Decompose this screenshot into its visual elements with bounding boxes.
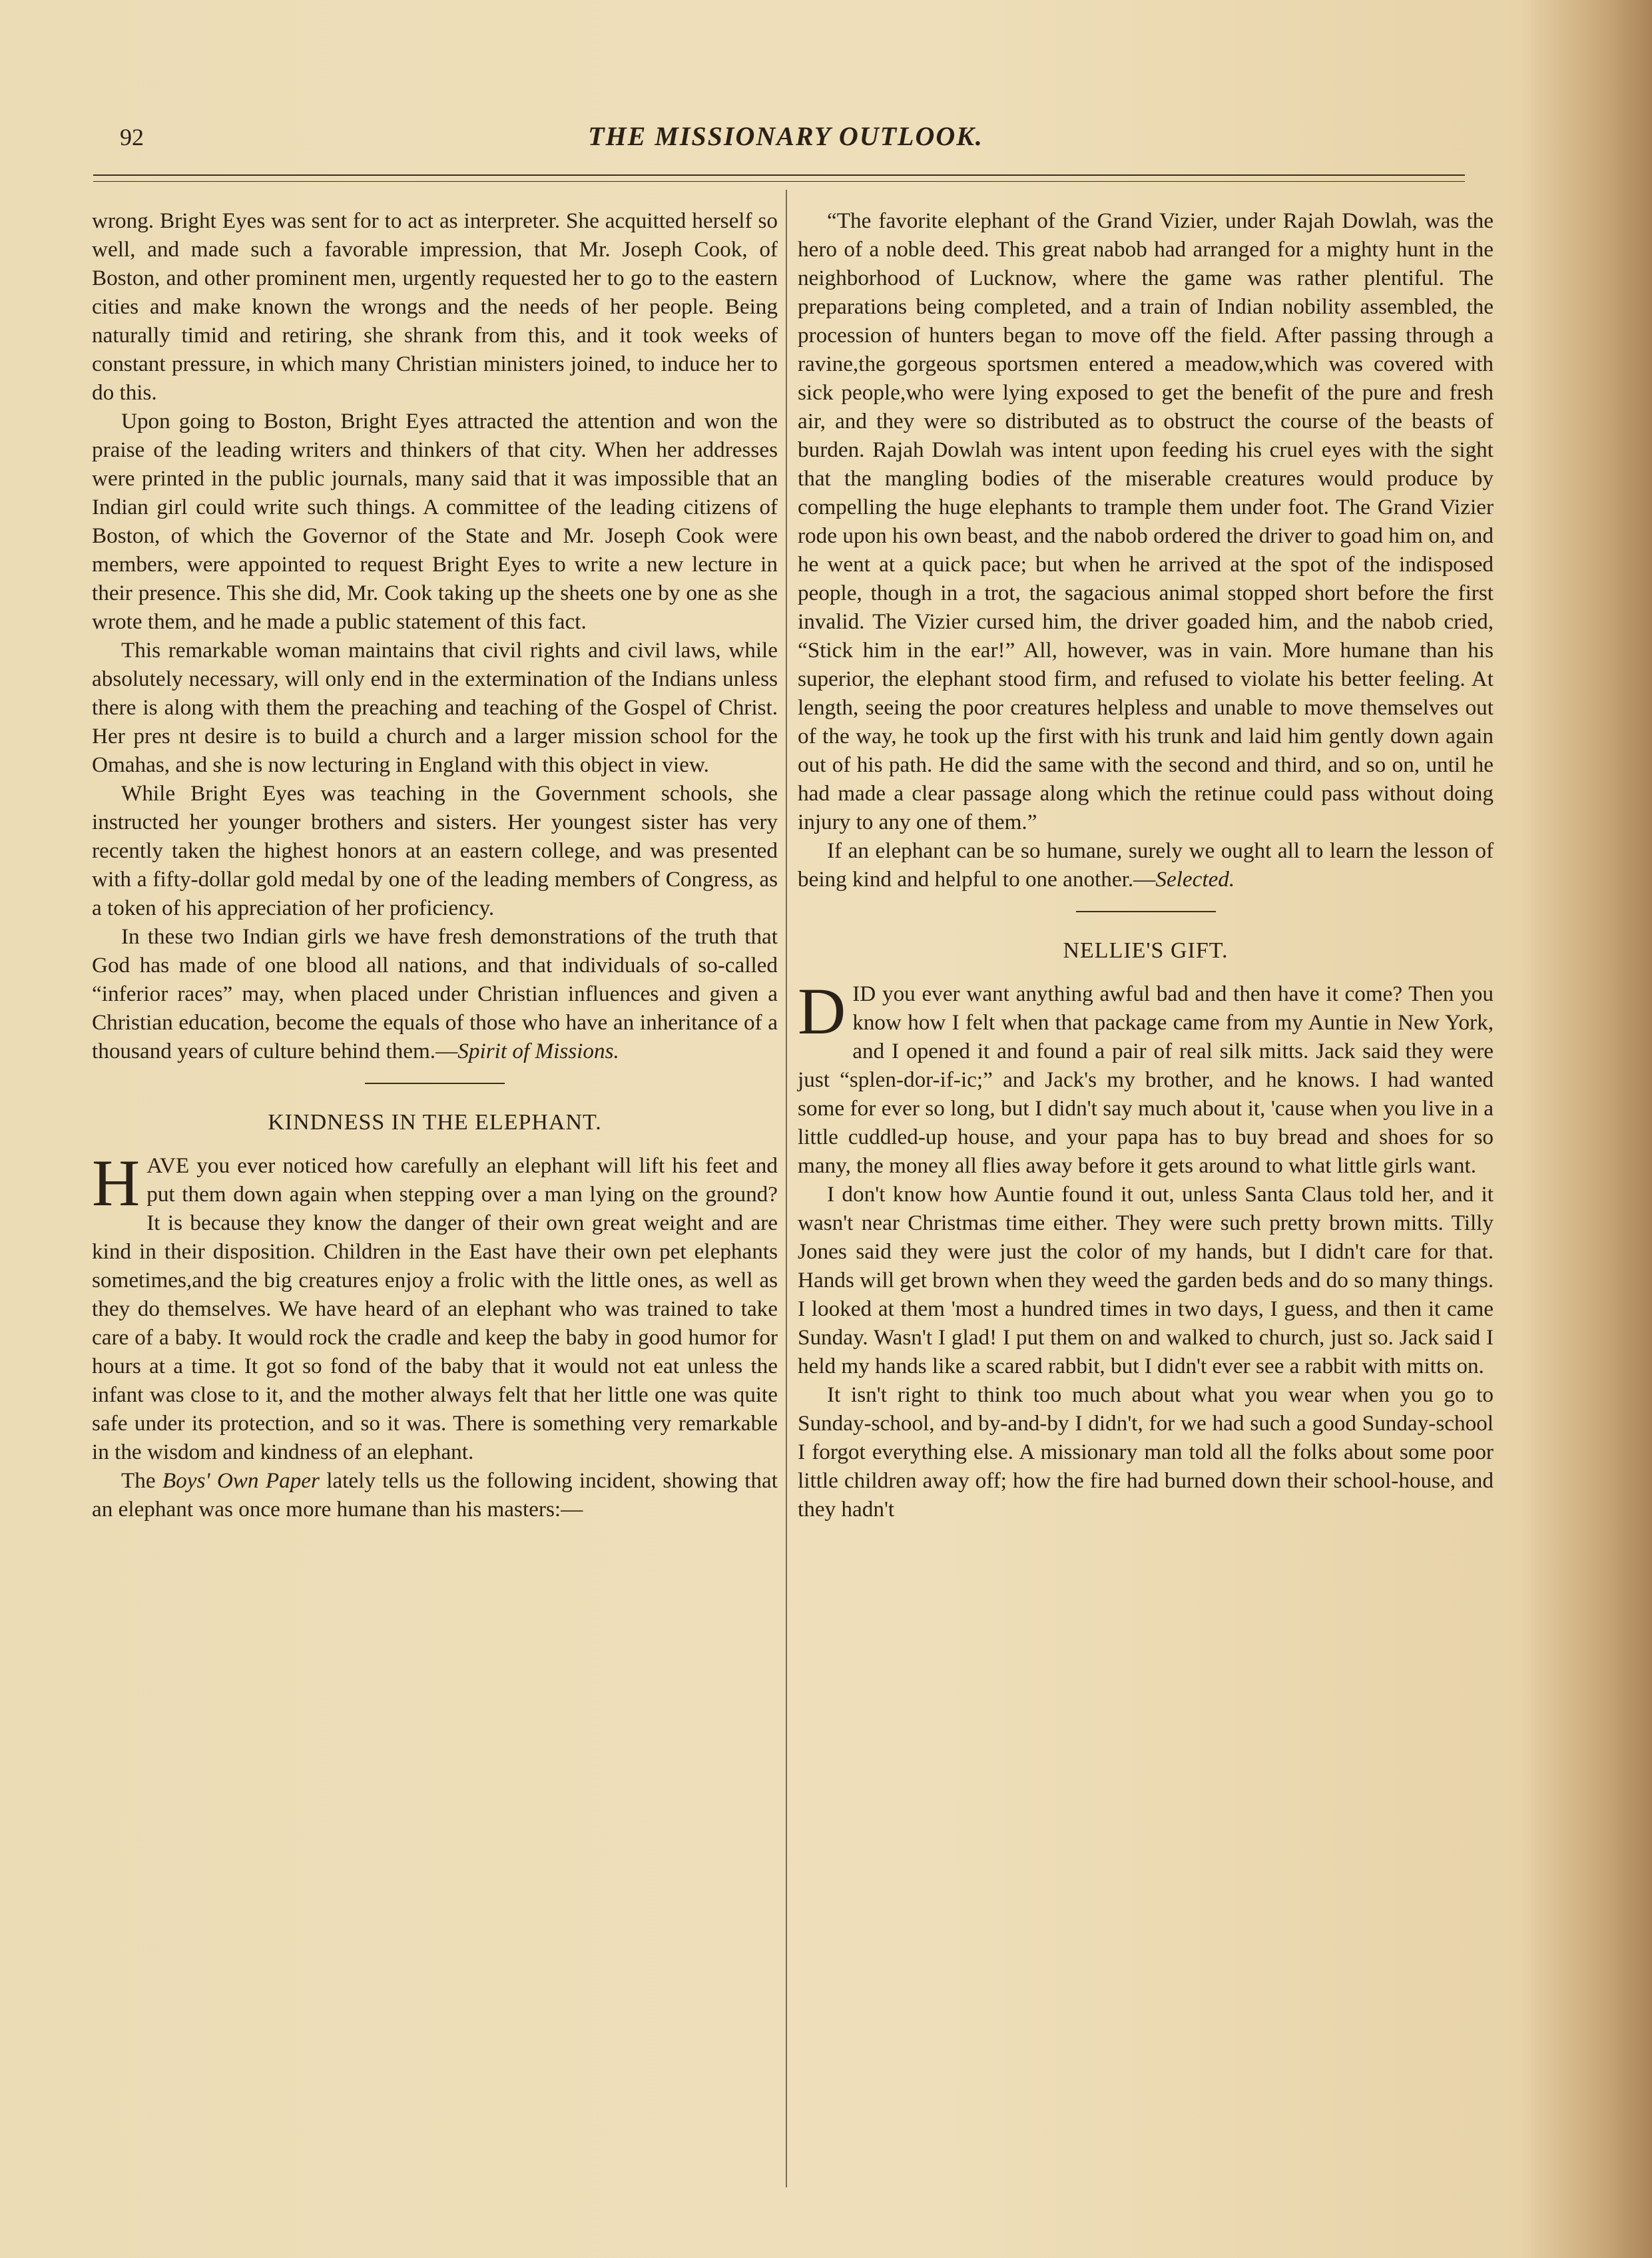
paragraph: It isn't right to think too much about what you wear when you go to Sunday-school, and by-and-by I didn't, for we had such a good Sunday-school I forgot everything else. A missionary man told all the folks about some poor little children away off; how the fire had burned down their school-house, and they hadn't [798,1382,1494,1522]
paragraph-text: If an elephant can be so humane, surely we ought all to learn the lesson of being kind and helpful to one another.— [798,838,1494,892]
paragraph-text: In these two Indian girls we have fresh demonstrations of the truth that God has made of one blood all nations, and that individuals of so-called “inferior races” may, when placed under Christian influences and given a Christian education, become the equals of those who have an inheritance of a thousand years of culture behind them.— [92,924,778,1063]
paragraph-text: The [121,1468,162,1493]
paragraph-text: lately tells us the following incident, showing that an elephant was once more humane than his masters:— [92,1468,778,1522]
paragraph-text: ID you ever want anything awful bad and then have it come? Then you know how I felt when that package came from my Auntie in New York, and I opened it and found a pair of real silk mitts. Jack said they were just “splen-dor-if-ic;” and Jack's my brother, and he knows. I had wanted some for ever so long, but I didn't say much about it, 'cause when you live in a little cuddled-up house, and your papa has to buy bread and shoes for so many, the money all flies away before it gets around to what little girls want. [798,982,1494,1178]
source-attribution: Spirit of Missions. [457,1039,619,1063]
paragraph [798,974,1494,1180]
drop-cap: H [92,1146,140,1220]
paragraph [92,922,778,1065]
section-divider [1076,911,1216,912]
paragraph: “The favorite elephant of the Grand Vizier, under Rajah Dowlah, was the hero of a noble deed. This great nabob had arranged for a mighty hunt in the neighborhood of Lucknow, where the game was rather plentiful. The preparations being completed, and a train of Indian nobility assembled, the procession of hunters began to move off the field. After passing through a ravine,the gorgeous sportsmen entered a meadow,which was covered with sick people,who were lying exposed to get the benefit of the pure and fresh air, and they were so distributed as to obstruct the course of the beasts of burden. Rajah Dowlah was intent upon feeding his cruel eyes with the sight that the mangling bodies of the miserable creatures would produce by compelling the huge elephants to trample them under foot. The Grand Vizier rode upon his own beast, and the nabob ordered the driver to goad him on, and he went at a quick pace; but when he arrived at the spot of the indisposed people, though in a trot, the sagacious animal stopped short before the first invalid. The Vizier cursed him, the driver goaded him, and the nabob cried, “Stick him in the ear!” All, however, was in vain. More humane than his superior, the elephant stood firm, and refused to violate his better feeling. At length, seeing the poor creatures helpless and unable to move themselves out of the way, he took up the first with his trunk and laid him gently down again out of his path. He did the same with the second and third, and so on, until he had made a clear passage along which the retinue could pass without doing injury to any one of them.” [798,208,1494,834]
source-attribution: Selected. [1155,867,1235,892]
paragraph-text: AVE you ever noticed how carefully an elephant will lift his feet and put them down again when stepping over a man lying on the ground? It is because they know the danger of their own great weight and are kind in their disposition. Children in the East have their own pet elephants sometimes,and the big creatures enjoy a frolic with the little ones, as well as they do themselves. We have heard of an elephant who was trained to take care of a baby. It would rock the cradle and keep the baby in good humor for hours at a time. It got so fond of the baby that it would not eat unless the infant was close to it, and the mother always felt that her little one was quite safe under its protection, and so it was. There is something very remarkable in the wisdom and kindness of an elephant. [92,1153,778,1464]
paragraph [92,1146,778,1466]
paragraph [92,1466,778,1524]
article-title-nellie: NELLIE'S GIFT. [1063,938,1229,963]
article-title-elephant: KINDNESS IN THE ELEPHANT. [268,1110,602,1135]
header-rule-thin [93,181,1465,182]
left-column [92,206,778,1524]
header-rule [93,174,1465,176]
paragraph: Upon going to Boston, Bright Eyes attracted the attention and won the praise of the leading writers and thinkers of that city. When her addresses were printed in the public journals, many said that it was impossible that an Indian girl could write such things. A committee of the leading citizens of Boston, of which the Governor of the State and Mr. Joseph Cook were members, were appointed to request Bright Eyes to write a new lecture in their presence. This she did, Mr. Cook taking up the sheets one by one as she wrote them, and he made a public statement of this fact. [92,409,778,634]
paragraph: While Bright Eyes was teaching in the Government schools, she instructed her younger brothers and sisters. Her youngest sister has very recently taken the highest honors at an eastern college, and was presented with a fifty-dollar gold medal by one of the leading members of Congress, as a token of his appreciation of her proficiency. [92,781,778,920]
paragraph: I don't know how Auntie found it out, unless Santa Claus told her, and it wasn't near Christmas time either. They were such pretty brown mitts. Tilly Jones said they were just the color of my hands, but I didn't care for that. Hands will get brown when they weed the garden beds and do so many things. I looked at them 'most a hundred times in two days, I guess, and then it came Sunday. Wasn't I glad! I put them on and walked to church, just so. Jack said I held my hands like a scared rabbit, but I didn't ever see a rabbit with mitts on. [798,1182,1494,1378]
column-divider [786,190,787,2187]
right-column [798,206,1494,1524]
section-divider [365,1083,505,1084]
page-number: 92 [120,124,144,150]
paragraph: This remarkable woman maintains that civil rights and civil laws, while absolutely necessary, will only end in the extermination of the Indians unless there is along with them the preaching and teaching of the Gospel of Christ. Her pres nt desire is to build a church and a larger mission school for the Omahas, and she is now lecturing in England with this object in view. [92,638,778,777]
page-header [107,123,1465,163]
paragraph: wrong. Bright Eyes was sent for to act as interpreter. She acquitted herself so well, and made such a favorable impression, that Mr. Joseph Cook, of Boston, and other prominent men, urgently requested her to go to the eastern cities and make known the wrongs and the needs of her people. Being naturally timid and retiring, she shrank from this, and it took weeks of constant pressure, in which many Christian ministers joined, to induce her to do this. [92,208,778,405]
running-title: THE MISSIONARY OUTLOOK. [588,121,983,151]
publication-name: Boys' Own Paper [162,1468,320,1493]
drop-cap: D [798,974,846,1048]
paragraph [798,836,1494,894]
